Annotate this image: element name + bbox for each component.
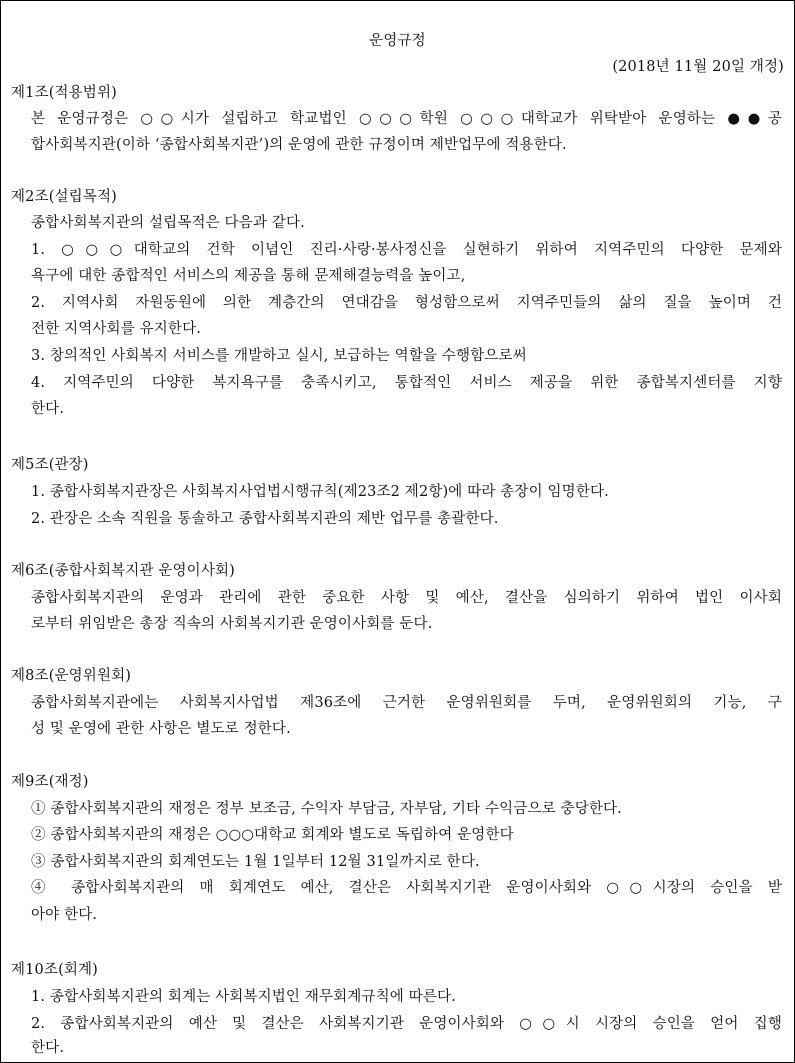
article-heading: 제2조(설립목적) [11, 189, 117, 205]
article-line: 아야 한다. [31, 907, 98, 923]
revision-date: (2018년 11월 20일 개정) [612, 59, 784, 75]
article-line: 2. 관장은 소속 직원을 통솔하고 종합사회복지관의 제반 업무를 총괄한다. [31, 511, 499, 527]
article-line: 1. ○○○대학교의 건학 이념인 진리·사랑·봉사정신을 실현하기 위하여 지역주민의 다양한 문제와 [31, 242, 782, 258]
article-line: 한다. [31, 401, 65, 417]
article-line: 종합사회복지관의 설립목적은 다음과 같다. [31, 215, 305, 231]
article-line: 합사회복지관(이하 ‘종합사회복지관’)의 운영에 관한 규정이며 제반업무에 적용한다. [31, 137, 567, 153]
article-line: ② 종합사회복지관의 재정은 ○○○대학교 회계와 별도로 독립하여 운영한다 [31, 827, 514, 843]
article-line: 4. 지역주민의 다양한 복지욕구를 충족시키고, 통합적인 서비스 제공을 위한 종합복지센터를 지향 [31, 375, 782, 391]
article-line: 2. 종합사회복지관의 예산 및 결산은 사회복지기관 운영이사회와 ○○시 시장의 승인을 얻어 집행 [31, 1016, 782, 1032]
article-line: 종합사회복지관의 운영과 관리에 관한 중요한 사항 및 예산, 결산을 심의하기 위하여 법인 이사회 [31, 590, 782, 606]
article-line: 1. 종합사회복지관의 회계는 사회복지법인 재무회계규칙에 따른다. [31, 989, 456, 1005]
article-heading: 제1조(적용범위) [11, 85, 117, 101]
article-heading: 제9조(재정) [11, 774, 89, 790]
article-line: 전한 지역사회를 유지한다. [31, 321, 202, 337]
article-line: 종합사회복지관에는 사회복지사업법 제36조에 근거한 운영위원회를 두며, 운영위원회의 기능, 구 [31, 695, 782, 711]
article-line: 로부터 위임받은 총장 직속의 사회복지기관 운영이사회를 둔다. [31, 616, 433, 632]
article-line: 본 운영규정은 ○○시가 설립하고 학교법인 ○○○학원 ○○○대학교가 위탁받아 운영하는 ●●공 [31, 111, 782, 127]
article-line: 1. 종합사회복지관장은 사회복지사업법시행규칙(제23조2 제2항)에 따라 총장이 임명한다. [31, 484, 609, 500]
article-line: 한다. [31, 1040, 65, 1056]
article-line: ③ 종합사회복지관의 회계연도는 1월 1일부터 12월 31일까지로 한다. [31, 854, 480, 870]
document-title: 운영규정 [369, 33, 426, 49]
article-line: 성 및 운영에 관한 사항은 별도로 정한다. [31, 721, 291, 737]
article-line: 욕구에 대한 종합적인 서비스의 제공을 통해 문제해결능력을 높이고, [31, 268, 466, 284]
article-heading: 제6조(종합사회복지관 운영이사회) [11, 563, 235, 579]
article-heading: 제10조(회계) [11, 962, 98, 978]
article-line: 2. 지역사회 자원동원에 의한 계층간의 연대감을 형성함으로써 지역주민들의 삶의 질을 높이며 건 [31, 295, 782, 311]
article-heading: 제8조(운영위원회) [11, 668, 132, 684]
article-heading: 제5조(관장) [11, 457, 89, 473]
article-line: 3. 창의적인 사회복지 서비스를 개발하고 실시, 보급하는 역할을 수행함으로써 [31, 348, 527, 364]
article-line: ① 종합사회복지관의 재정은 정부 보조금, 수익자 부담금, 자부담, 기타 수익금으로 충당한다. [31, 801, 622, 817]
article-line: ④ 종합사회복지관의 매 회계연도 예산, 결산은 사회복지기관 운영이사회와 ○○시장의 승인을 받 [31, 880, 782, 896]
